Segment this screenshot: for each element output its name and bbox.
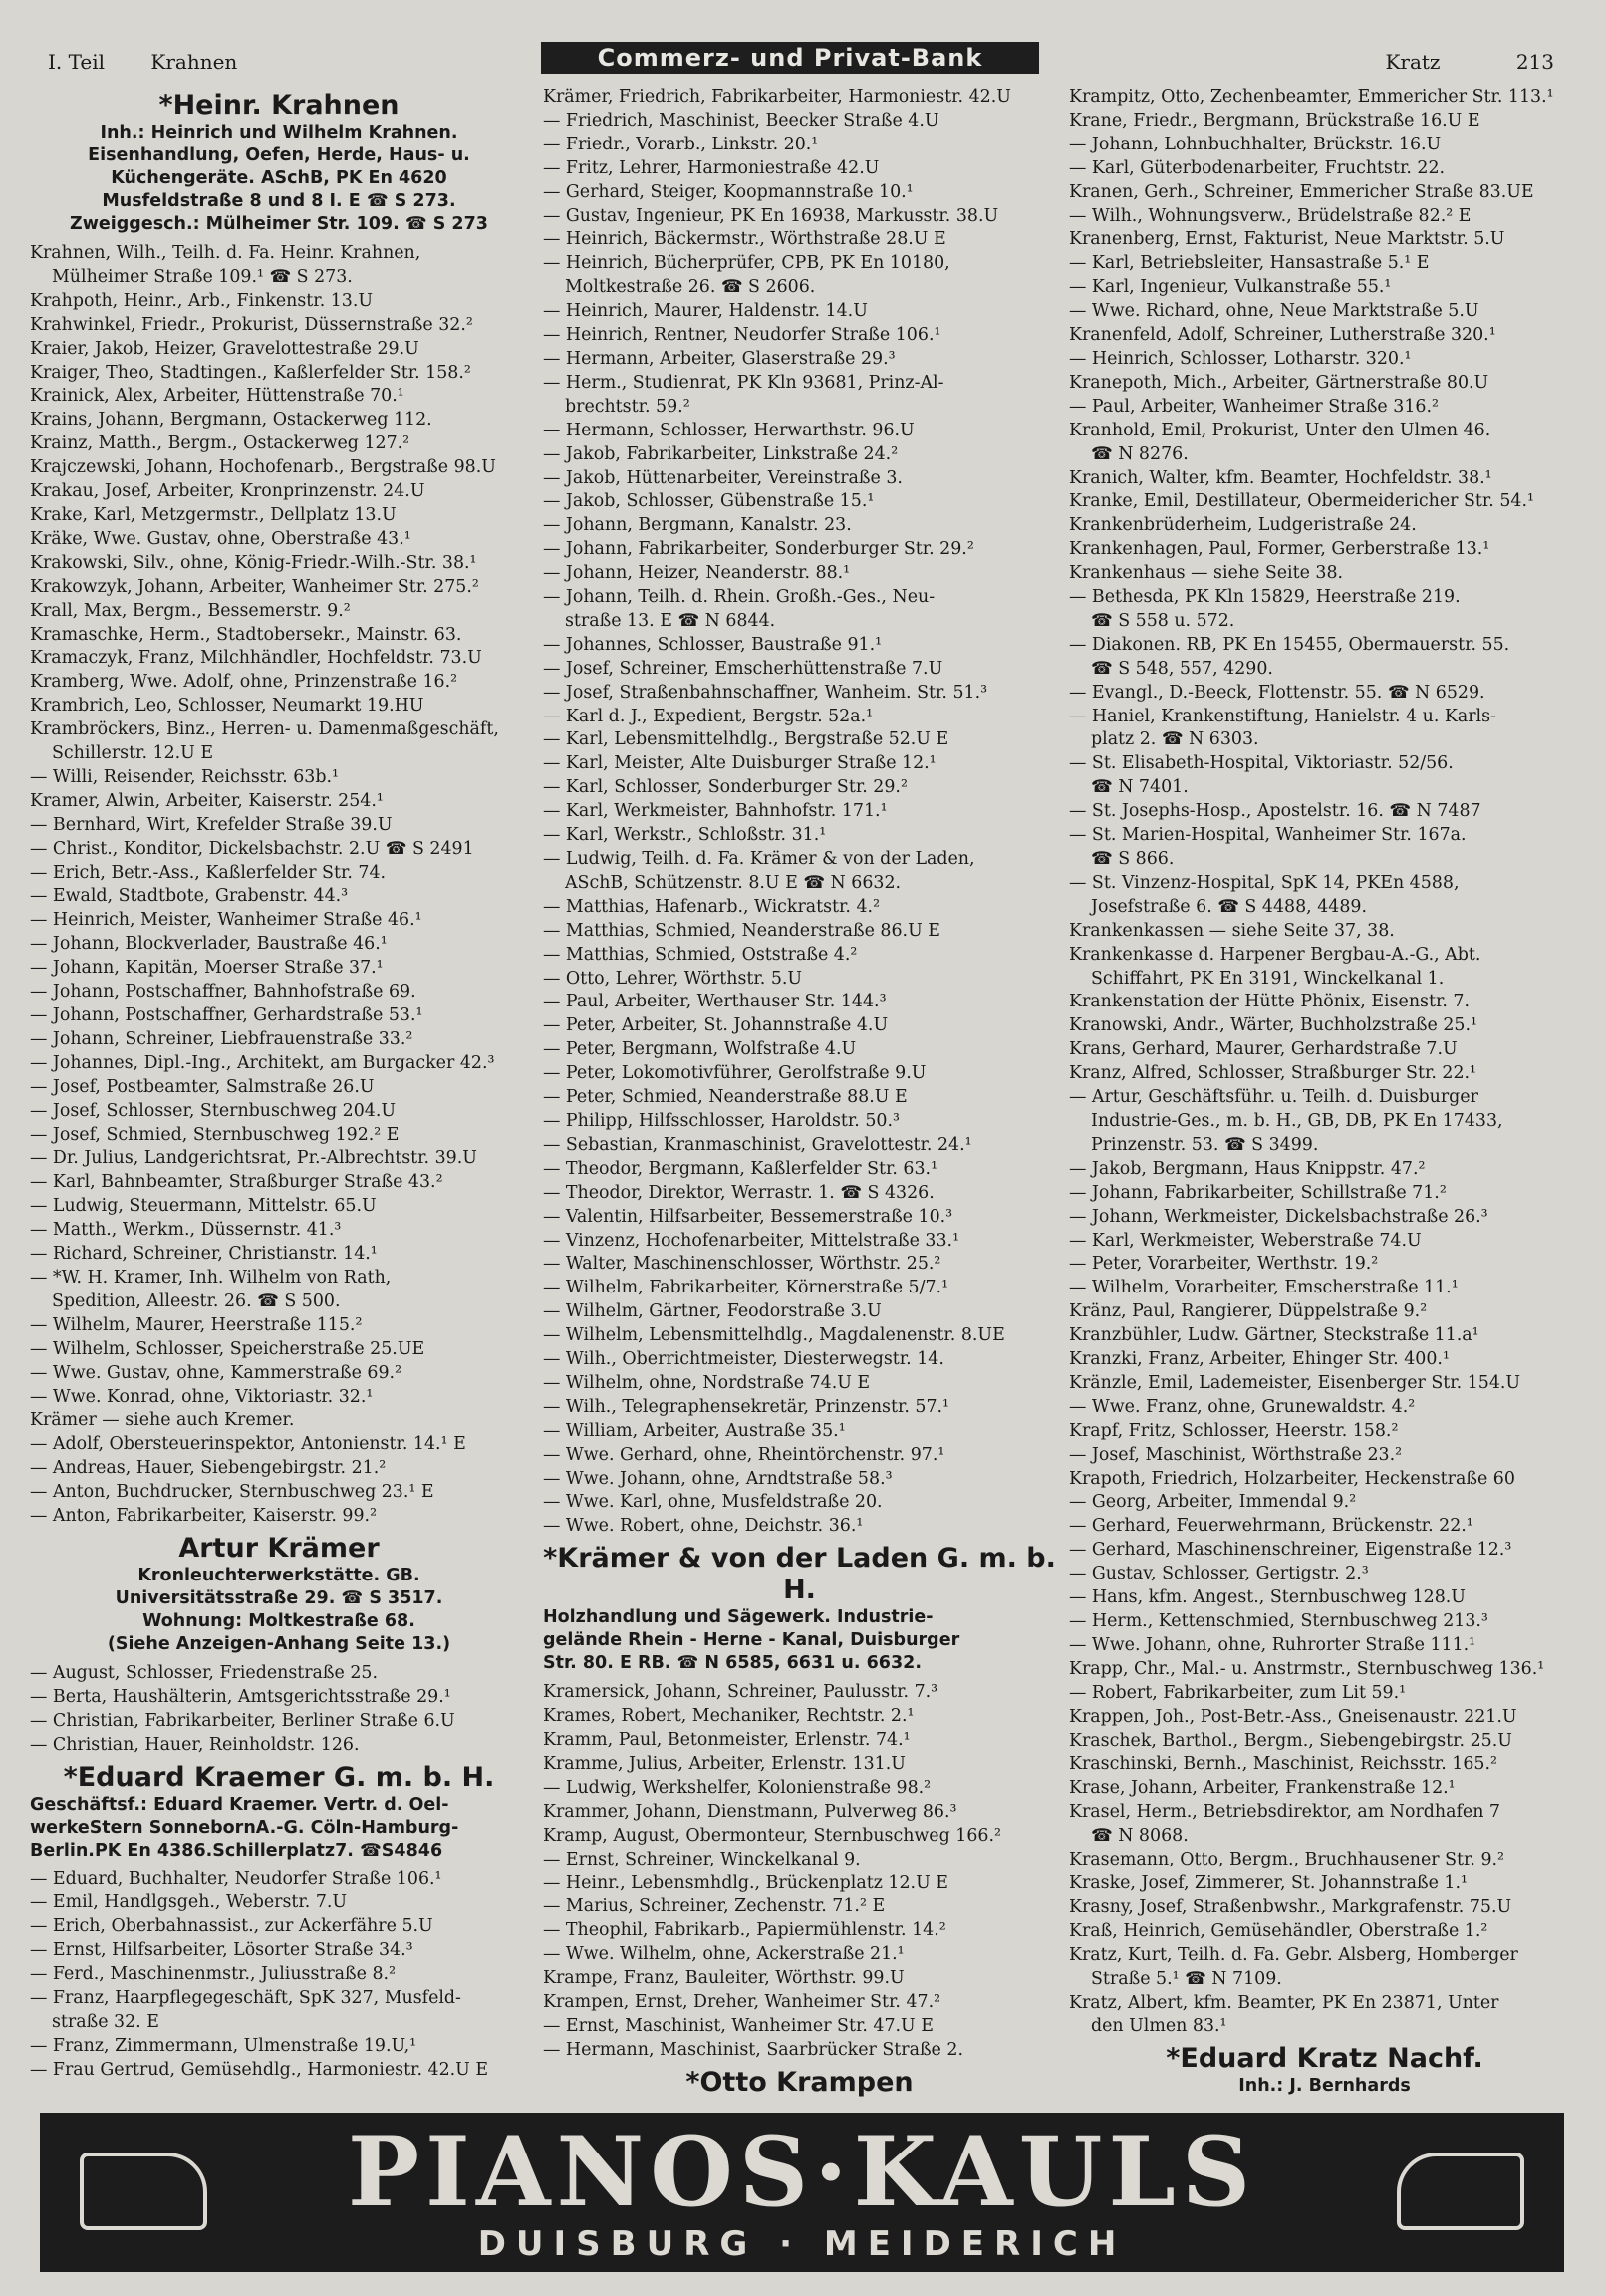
- directory-entry: Kramersick, Johann, Schreiner, Paulusstr. 7.³: [543, 1682, 938, 1703]
- directory-entry: — Valentin, Hilfsarbeiter, Bessemerstraße 10.³: [543, 1206, 953, 1227]
- advertisement-box: [1069, 2039, 1580, 2099]
- directory-entry: — Karl, Güterbodenarbeiter, Fruchtstr. 22.: [1069, 157, 1446, 178]
- directory-entry: — Matthias, Schmied, Neanderstraße 86.U E: [543, 920, 940, 941]
- directory-entry: — August, Schlosser, Friedenstraße 25.: [30, 1662, 379, 1683]
- directory-entry: — Dr. Julius, Landgerichtsrat, Pr.-Albrechtstr. 39.U: [30, 1148, 477, 1169]
- directory-entry: Krakowzyk, Johann, Arbeiter, Wanheimer Str. 275.²: [30, 576, 479, 597]
- directory-entry: — Karl, Lebensmittelhdlg., Bergstraße 52.U E: [543, 729, 949, 750]
- directory-entry: — Wwe. Gustav, ohne, Kammerstraße 69.²: [30, 1362, 402, 1383]
- directory-entry: — Christ., Konditor, Dickelsbachstr. 2.U ☎ S 2491: [30, 838, 474, 859]
- directory-entry: — Paul, Arbeiter, Wanheimer Straße 316.²: [1069, 396, 1439, 417]
- directory-entry: — Fritz, Lehrer, Harmoniestraße 42.U: [543, 157, 880, 178]
- directory-entry: — Wilh., Oberrichtmeister, Diesterwegstr. 14.: [543, 1349, 944, 1370]
- directory-entry: Kranhold, Emil, Prokurist, Unter den Ulmen 46.: [1069, 420, 1491, 440]
- company-name: *Otto Krampen: [685, 2066, 914, 2098]
- directory-entry: — Peter, Bergmann, Wolfstraße 4.U: [543, 1039, 857, 1060]
- directory-entry: Kraiger, Theo, Stadtingen., Kaßlerfelder Str. 158.²: [30, 362, 471, 383]
- directory-entry: — Karl, Schlosser, Sonderburger Str. 29.²: [543, 777, 908, 798]
- directory-entry: — Heinrich, Meister, Wanheimer Straße 46.¹: [30, 910, 422, 931]
- directory-entry: Krankenbrüderheim, Ludgeristraße 24.: [1069, 515, 1417, 536]
- directory-entry: Kranz, Alfred, Schlosser, Straßburger Str. 22.¹: [1069, 1063, 1477, 1084]
- company-detail-line: Inh.: J. Bernhards: [1238, 2076, 1411, 2097]
- directory-entry: Kräke, Wwe. Gustav, ohne, Oberstraße 43.¹: [30, 528, 411, 549]
- directory-entry: — Johann, Fabrikarbeiter, Schillstraße 71.²: [1069, 1182, 1447, 1203]
- directory-entry: Krampitz, Otto, Zechenbeamter, Emmericher Str. 113.¹: [1069, 87, 1554, 107]
- directory-entry: — Marius, Schreiner, Zechenstr. 71.² E: [543, 1896, 886, 1917]
- directory-entry: — Peter, Arbeiter, St. Johannstraße 4.U: [543, 1015, 889, 1036]
- directory-entry: — Gustav, Schlosser, Gertigstr. 2.³: [1069, 1564, 1369, 1584]
- directory-entry: — Josef, Maschinist, Wörthstraße 23.²: [1069, 1444, 1403, 1465]
- directory-entry: — Christian, Fabrikarbeiter, Berliner Straße 6.U: [30, 1710, 455, 1731]
- directory-entry: Kramaczyk, Franz, Milchhändler, Hochfeldstr. 73.U: [30, 648, 482, 669]
- directory-entry: Krans, Gerhard, Maurer, Gerhardstraße 7.U: [1069, 1039, 1458, 1060]
- directory-entry-continuation: platz 2. ☎ N 6303.: [1091, 729, 1259, 750]
- company-detail-line: Wohnung: Moltkestraße 68.: [142, 1610, 415, 1631]
- directory-entry: — Wilhelm, ohne, Nordstraße 74.U E: [543, 1372, 871, 1393]
- directory-entry: — Adolf, Obersteuerinspektor, Antonienstr. 14.¹ E: [30, 1434, 466, 1455]
- directory-entry: — Wwe. Wilhelm, ohne, Ackerstraße 21.¹: [543, 1944, 905, 1965]
- directory-entry: — Johann, Postschaffner, Gerhardstraße 53.¹: [30, 1005, 423, 1025]
- directory-entry: — Georg, Arbeiter, Immendal 9.²: [1069, 1492, 1357, 1513]
- directory-entry: Krakowski, Silv., ohne, König-Friedr.-Wilh.-Str. 38.¹: [30, 552, 477, 573]
- directory-entry: — Heinrich, Schlosser, Lotharstr. 320.¹: [1069, 348, 1412, 369]
- company-detail-line: [1069, 2098, 1580, 2099]
- directory-entry: — Johann, Postschaffner, Bahnhofstraße 69.: [30, 982, 416, 1003]
- directory-entry: Krankenstation der Hütte Phönix, Eisenstr. 7.: [1069, 992, 1470, 1012]
- directory-entry: — Josef, Schreiner, Emscherhüttenstraße 7.U: [543, 658, 943, 679]
- directory-entry-continuation: ☎ N 8068.: [1091, 1826, 1189, 1847]
- directory-entry: — Anton, Fabrikarbeiter, Kaiserstr. 99.²: [30, 1506, 378, 1527]
- directory-entry: — Ernst, Schreiner, Winckelkanal 9.: [543, 1849, 861, 1869]
- directory-entry: — William, Arbeiter, Austraße 35.¹: [543, 1420, 846, 1441]
- directory-entry: Kramaschke, Herm., Stadtobersekr., Mainstr. 63.: [30, 624, 462, 645]
- directory-entry: — Heinrich, Bäckermstr., Wörthstraße 28.U E: [543, 229, 946, 250]
- directory-entry: Krämer — siehe auch Kremer.: [30, 1410, 295, 1431]
- directory-entry: — Wilh., Telegraphensekretär, Prinzenstr. 57.¹: [543, 1396, 950, 1417]
- directory-entry: — *W. H. Kramer, Inh. Wilhelm von Rath,: [30, 1267, 392, 1288]
- ad-subtitle: DUISBURG · MEIDERICH: [477, 2224, 1127, 2264]
- directory-entry: — Gerhard, Feuerwehrmann, Brückenstr. 22.¹: [1069, 1516, 1473, 1537]
- directory-entry: Krämer, Friedrich, Fabrikarbeiter, Harmoniestr. 42.U: [543, 87, 1011, 107]
- company-detail-line: Küchengeräte. ASchB, PK En 4620: [111, 168, 447, 188]
- directory-entry: — Willi, Reisender, Reichsstr. 63b.¹: [30, 766, 339, 787]
- directory-entry: — Johann, Bergmann, Kanalstr. 23.: [543, 515, 852, 536]
- directory-entry-continuation: Prinzenstr. 53. ☎ S 3499.: [1091, 1134, 1319, 1155]
- directory-entry: — Heinrich, Bücherprüfer, CPB, PK En 10180,: [543, 253, 950, 274]
- directory-entry: Kraschinski, Bernh., Maschinist, Reichsstr. 165.²: [1069, 1754, 1497, 1775]
- directory-entry: Krahwinkel, Friedr., Prokurist, Düssernstraße 32.²: [30, 314, 473, 335]
- directory-entry: — Friedrich, Maschinist, Beecker Straße 4.U: [543, 110, 939, 131]
- directory-entry: — Johannes, Schlosser, Baustraße 91.¹: [543, 634, 883, 655]
- company-detail-line: Universitätsstraße 29. ☎ S 3517.: [115, 1587, 443, 1608]
- directory-entry-continuation: Straße 5.¹ ☎ N 7109.: [1091, 1968, 1282, 1989]
- directory-entry-continuation: ASchB, Schützenstr. 8.U E ☎ N 6632.: [565, 872, 902, 893]
- directory-entry: Kränzle, Emil, Lademeister, Eisenberger Str. 154.U: [1069, 1372, 1521, 1393]
- directory-entry: — Bethesda, PK Kln 15829, Heerstraße 219.: [1069, 587, 1461, 608]
- directory-entry: Kränz, Paul, Rangierer, Düppelstraße 9.²: [1069, 1301, 1428, 1322]
- directory-entry-continuation: Schiffahrt, PK En 3191, Winckelkanal 1.: [1091, 968, 1445, 989]
- directory-entry: — Gerhard, Steiger, Koopmannstraße 10.¹: [543, 181, 914, 202]
- directory-entry: — Berta, Haushälterin, Amtsgerichtsstraße 29.¹: [30, 1686, 451, 1707]
- directory-entry: — Gustav, Ingenieur, PK En 16938, Markusstr. 38.U: [543, 205, 999, 226]
- directory-entry: — Wilhelm, Maurer, Heerstraße 115.²: [30, 1314, 363, 1335]
- company-name: *Krämer & von der Laden G. m. b. H.: [543, 1543, 1056, 1606]
- company-detail-line: Berlin.PK En 4386.Schillerplatz7. ☎S4846: [30, 1840, 443, 1861]
- directory-entry: Kraschek, Barthol., Bergm., Siebengebirgstr. 25.U: [1069, 1730, 1512, 1751]
- directory-entry: — Wilhelm, Lebensmittelhdlg., Magdalenenstr. 8.UE: [543, 1325, 1005, 1346]
- directory-entry: — Karl, Ingenieur, Vulkanstraße 55.¹: [1069, 277, 1392, 298]
- directory-entry: — Ewald, Stadtbote, Grabenstr. 44.³: [30, 886, 349, 907]
- directory-entry-continuation: ☎ N 8276.: [1091, 443, 1189, 464]
- directory-entry: — Wilhelm, Fabrikarbeiter, Körnerstraße 5/7.¹: [543, 1278, 949, 1298]
- directory-entry: Krankenhagen, Paul, Former, Gerberstraße 13.¹: [1069, 539, 1490, 560]
- directory-entry: Krainz, Matth., Bergm., Ostackerweg 127.²: [30, 433, 410, 454]
- ad-title: PIANOS·KAULS: [347, 2116, 1257, 2228]
- directory-entry: Kramm, Paul, Betonmeister, Erlenstr. 74.¹: [543, 1730, 911, 1751]
- directory-entry: Kraier, Jakob, Heizer, Gravelottestraße 29.U: [30, 338, 419, 359]
- directory-entry: — Theodor, Bergmann, Kaßlerfelder Str. 63.¹: [543, 1158, 938, 1179]
- directory-entry: — Johannes, Dipl.-Ing., Architekt, am Burgacker 42.³: [30, 1052, 495, 1073]
- directory-entry: — Karl, Bahnbeamter, Straßburger Straße 43.²: [30, 1172, 443, 1193]
- directory-entry: — Gerhard, Maschinenschreiner, Eigenstraße 12.³: [1069, 1540, 1512, 1561]
- directory-entry: — Heinrich, Maurer, Haldenstr. 14.U: [543, 301, 868, 322]
- directory-entry: Kranke, Emil, Destillateur, Obermeidericher Str. 54.¹: [1069, 491, 1534, 512]
- directory-entry: — Theodor, Direktor, Werrastr. 1. ☎ S 4326.: [543, 1182, 935, 1203]
- directory-entry: — Wilhelm, Vorarbeiter, Emscherstraße 11.¹: [1069, 1278, 1459, 1298]
- directory-entry: — Peter, Schmied, Neanderstraße 88.U E: [543, 1087, 908, 1108]
- directory-entry-continuation: Spedition, Alleestr. 26. ☎ S 500.: [52, 1291, 341, 1311]
- directory-entry: Kranowski, Andr., Wärter, Buchholzstraße 25.¹: [1069, 1015, 1477, 1036]
- directory-entry: — Karl d. J., Expedient, Bergstr. 52a.¹: [543, 706, 874, 726]
- directory-entry: Krapf, Fritz, Schlosser, Heerstr. 158.²: [1069, 1420, 1399, 1441]
- directory-entry: — Hermann, Maschinist, Saarbrücker Straße 2.: [543, 2039, 963, 2060]
- directory-entry-continuation: Mülheimer Straße 109.¹ ☎ S 273.: [52, 266, 353, 287]
- directory-entry: — Otto, Lehrer, Wörthstr. 5.U: [543, 968, 803, 989]
- directory-entry: — Evangl., D.-Beeck, Flottenstr. 55. ☎ N 6529.: [1069, 682, 1485, 703]
- directory-entry: — Friedr., Vorarb., Linkstr. 20.¹: [543, 134, 819, 154]
- directory-entry: — Hermann, Schlosser, Herwarthstr. 96.U: [543, 420, 915, 440]
- company-detail-line: Geschäftsf.: Eduard Kraemer. Vertr. d. Oel-: [30, 1794, 449, 1815]
- directory-entry: Kraske, Josef, Zimmerer, St. Johannstraße 1.¹: [1069, 1872, 1468, 1893]
- directory-entry: — Andreas, Hauer, Siebengebirgstr. 21.²: [30, 1458, 387, 1479]
- directory-entry: Krake, Karl, Metzgermstr., Dellplatz 13.U: [30, 504, 397, 525]
- running-head-right: Kratz: [1385, 50, 1441, 74]
- directory-entry: — Wwe. Robert, ohne, Deichstr. 36.¹: [543, 1516, 864, 1537]
- directory-entry: Krasny, Josef, Straßenbwshr., Markgrafenstr. 75.U: [1069, 1896, 1512, 1917]
- directory-entry: — Herm., Studienrat, PK Kln 93681, Prinz-Al-: [543, 372, 944, 393]
- directory-entry: — Wwe. Richard, ohne, Neue Marktstraße 5.U: [1069, 301, 1479, 322]
- directory-entry: — Frau Gertrud, Gemüsehdlg., Harmoniestr. 42.U E: [30, 2059, 489, 2080]
- directory-entry: Krapoth, Friedrich, Holzarbeiter, Heckenstraße 60: [1069, 1468, 1515, 1489]
- company-detail-line: gelände Rhein - Herne - Kanal, Duisburger: [543, 1630, 960, 1651]
- company-detail-line: werkeStern SonnebornA.-G. Cöln-Hamburg-: [30, 1817, 459, 1838]
- directory-entry: — Josef, Postbeamter, Salmstraße 26.U: [30, 1076, 375, 1097]
- header-right: [1315, 50, 1554, 74]
- directory-entry: — St. Vinzenz-Hospital, SpK 14, PKEn 4588,: [1069, 872, 1460, 893]
- directory-entry: — Theophil, Fabrikarb., Papiermühlenstr. 14.²: [543, 1920, 946, 1941]
- directory-entry: Krasel, Herm., Betriebsdirektor, am Nordhafen 7: [1069, 1802, 1500, 1823]
- directory-entry: — Ferd., Maschinenmstr., Juliusstraße 8.²: [30, 1964, 397, 1985]
- directory-entry: — Sebastian, Kranmaschinist, Gravelottestr. 24.¹: [543, 1134, 972, 1155]
- directory-entry: — Herm., Kettenschmied, Sternbuschweg 213.³: [1069, 1611, 1488, 1631]
- directory-entry-continuation: Schillerstr. 12.U E: [52, 743, 214, 764]
- directory-entry: Krains, Johann, Bergmann, Ostackerweg 112.: [30, 410, 432, 430]
- directory-entry: Kramberg, Wwe. Adolf, ohne, Prinzenstraße 16.²: [30, 672, 458, 693]
- page-header: [48, 42, 1554, 82]
- directory-entry: Krammer, Johann, Dienstmann, Pulverweg 86.³: [543, 1801, 957, 1822]
- directory-entry: Kratz, Kurt, Teilh. d. Fa. Gebr. Alsberg, Homberger: [1069, 1944, 1518, 1965]
- directory-entry: — Richard, Schreiner, Christianstr. 14.¹: [30, 1244, 378, 1265]
- directory-entry: — Jakob, Schlosser, Gübenstraße 15.¹: [543, 491, 875, 512]
- directory-entry: — Josef, Schlosser, Sternbuschweg 204.U: [30, 1100, 397, 1121]
- directory-entry-continuation: Moltkestraße 26. ☎ S 2606.: [565, 277, 816, 298]
- directory-entry: Kranzbühler, Ludw. Gärtner, Steckstraße 11.a¹: [1069, 1325, 1479, 1346]
- directory-entry: Krambröckers, Binz., Herren- u. Damenmaßgeschäft,: [30, 719, 499, 740]
- directory-entry: — Ernst, Hilfsarbeiter, Lösorter Straße 34.³: [30, 1940, 413, 1961]
- advertisement-box: [30, 1529, 528, 1662]
- directory-entry: — Jakob, Fabrikarbeiter, Linkstraße 24.²: [543, 443, 899, 464]
- directory-entry: — Christian, Hauer, Reinholdstr. 126.: [30, 1734, 360, 1755]
- company-detail-line: Kronleuchterwerkstätte. GB.: [137, 1565, 420, 1585]
- directory-entry: — Matthias, Hafenarb., Wickratstr. 4.²: [543, 896, 881, 917]
- directory-entry-continuation: straße 32. E: [52, 2012, 159, 2032]
- directory-entry: — Johann, Lohnbuchhalter, Brückstr. 16.U: [1069, 134, 1442, 154]
- advertisement-box: [543, 1539, 1056, 1681]
- directory-entry: — Wwe. Karl, ohne, Musfeldstraße 20.: [543, 1492, 883, 1513]
- directory-entry: — Wilh., Wohnungsverw., Brüdelstraße 82.² E: [1069, 205, 1472, 226]
- directory-entry-continuation: straße 13. E ☎ N 6844.: [565, 610, 776, 631]
- directory-entry: — Franz, Zimmermann, Ulmenstraße 19.U,¹: [30, 2035, 417, 2056]
- directory-entry-continuation: brechtstr. 59.²: [565, 396, 690, 417]
- directory-entry: Krainick, Alex, Arbeiter, Hüttenstraße 70.¹: [30, 386, 404, 407]
- directory-entry: — St. Marien-Hospital, Wanheimer Str. 167a.: [1069, 825, 1467, 846]
- directory-entry: — Peter, Lokomotivführer, Gerolfstraße 9.U: [543, 1063, 927, 1084]
- directory-entry: Kratz, Albert, kfm. Beamter, PK En 23871, Unter: [1069, 1992, 1499, 2013]
- bank-banner: Commerz- und Privat-Bank: [541, 42, 1039, 74]
- directory-entry: — Ludwig, Teilh. d. Fa. Krämer & von der Laden,: [543, 849, 975, 869]
- directory-entry: — Johann, Kapitän, Moerser Straße 37.¹: [30, 958, 384, 979]
- directory-entry: Krane, Friedr., Bergmann, Brückstraße 16.U E: [1069, 110, 1480, 131]
- directory-entry: Kranenfeld, Adolf, Schreiner, Lutherstraße 320.¹: [1069, 325, 1496, 346]
- company-detail-line: Inh.: Heinrich und Wilhelm Krahnen.: [100, 123, 458, 143]
- company-name: *Eduard Kratz Nachf.: [1166, 2043, 1483, 2075]
- directory-entry: — Emil, Handlgsgeh., Weberstr. 7.U: [30, 1892, 348, 1913]
- directory-entry: — Wwe. Johann, ohne, Arndtstraße 58.³: [543, 1468, 893, 1489]
- directory-entry: — Johann, Schreiner, Liebfrauenstraße 33.²: [30, 1028, 413, 1049]
- directory-entry: — Heinrich, Rentner, Neudorfer Straße 106.¹: [543, 325, 941, 346]
- directory-entry: Krahpoth, Heinr., Arb., Finkenstr. 13.U: [30, 290, 374, 311]
- directory-entry: — Peter, Vorarbeiter, Werthstr. 19.²: [1069, 1254, 1379, 1275]
- directory-entry: — Wwe. Konrad, ohne, Viktoriastr. 32.¹: [30, 1386, 374, 1407]
- directory-entry: Kramer, Alwin, Arbeiter, Kaiserstr. 254.¹: [30, 790, 384, 811]
- column-3: [1069, 86, 1580, 2099]
- directory-entry: — Diakonen. RB, PK En 15455, Obermauerstr. 55.: [1069, 634, 1510, 655]
- directory-entry: Kramme, Julius, Arbeiter, Erlenstr. 131.U: [543, 1754, 906, 1774]
- directory-entry: — Vinzenz, Hochofenarbeiter, Mittelstraße 33.¹: [543, 1230, 960, 1251]
- directory-entry: Krames, Robert, Mechaniker, Rechtstr. 2.¹: [543, 1706, 915, 1727]
- directory-entry: — Paul, Arbeiter, Werthauser Str. 144.³: [543, 992, 887, 1012]
- directory-entry: — Hermann, Arbeiter, Glaserstraße 29.³: [543, 348, 896, 369]
- directory-entry: — Erich, Betr.-Ass., Kaßlerfelder Str. 74.: [30, 862, 387, 883]
- advertisement-banner: [40, 2113, 1564, 2272]
- column-2: [543, 86, 1056, 2099]
- running-head-left: Krahnen: [150, 50, 238, 74]
- directory-entry: Krankenkasse d. Harpener Bergbau-A.-G., Abt.: [1069, 944, 1481, 965]
- directory-entry: — Artur, Geschäftsführ. u. Teilh. d. Duisburger: [1069, 1087, 1478, 1108]
- company-detail-line: (Siehe Anzeigen-Anhang Seite 13.): [107, 1633, 451, 1654]
- directory-entry: — Johann, Teilh. d. Rhein. Großh.-Ges., Neu-: [543, 587, 936, 608]
- directory-entry: Krampe, Franz, Bauleiter, Wörthstr. 99.U: [543, 1968, 905, 1989]
- directory-entry: Krase, Johann, Arbeiter, Frankenstraße 12.¹: [1069, 1778, 1456, 1799]
- directory-entry: Kranich, Walter, kfm. Beamter, Hochfeldstr. 38.¹: [1069, 467, 1492, 488]
- directory-entry: Krankenhaus — siehe Seite 38.: [1069, 563, 1344, 584]
- directory-entry: — Anton, Buchdrucker, Sternbuschweg 23.¹ E: [30, 1482, 434, 1503]
- directory-entry: — Johann, Fabrikarbeiter, Sonderburger Str. 29.²: [543, 539, 974, 560]
- advertisement-box: [543, 2063, 1056, 2099]
- directory-entry: — Bernhard, Wirt, Krefelder Straße 39.U: [30, 814, 393, 835]
- directory-entry: Krakau, Josef, Arbeiter, Kronprinzenstr. 24.U: [30, 481, 425, 502]
- directory-entry: — Karl, Werkstr., Schloßstr. 31.¹: [543, 825, 827, 846]
- directory-entry: — Hans, kfm. Angest., Sternbuschweg 128.U: [1069, 1587, 1466, 1608]
- directory-entry: Krajczewski, Johann, Hochofenarb., Bergstraße 98.U: [30, 457, 496, 478]
- header-left: [48, 50, 277, 74]
- directory-entry: — Franz, Haarpflegegeschäft, SpK 327, Musfeld-: [30, 1988, 461, 2009]
- directory-entry: Krapp, Chr., Mal.- u. Anstrmstr., Sternbuschweg 136.¹: [1069, 1658, 1545, 1679]
- column-1: [30, 86, 528, 2099]
- directory-entry: — Johann, Heizer, Neanderstr. 88.¹: [543, 563, 851, 584]
- company-detail-line: Holzhandlung und Sägewerk. Industrie-: [543, 1607, 934, 1628]
- directory-entry-continuation: ☎ S 558 u. 572.: [1091, 610, 1235, 631]
- page-number: 213: [1515, 50, 1554, 74]
- directory-entry: — Josef, Schmied, Sternbuschweg 192.² E: [30, 1124, 400, 1145]
- directory-entry: Kranen, Gerh., Schreiner, Emmericher Straße 83.UE: [1069, 181, 1534, 202]
- directory-entry: — Wilhelm, Schlosser, Speicherstraße 25.UE: [30, 1338, 425, 1359]
- advertisement-box: [30, 1758, 528, 1868]
- directory-entry: Kranepoth, Mich., Arbeiter, Gärtnerstraße 80.U: [1069, 372, 1489, 393]
- directory-entry: — Jakob, Bergmann, Haus Knippstr. 47.²: [1069, 1158, 1426, 1179]
- directory-entry: — Johann, Blockverlader, Baustraße 46.¹: [30, 934, 388, 955]
- directory-entry: — Ludwig, Steuermann, Mittelstr. 65.U: [30, 1196, 377, 1217]
- directory-entry: Krampen, Ernst, Dreher, Wanheimer Str. 47.²: [543, 1992, 941, 2013]
- directory-entry: Kranzki, Franz, Arbeiter, Ehinger Str. 400.¹: [1069, 1349, 1450, 1370]
- company-name: *Eduard Kraemer G. m. b. H.: [63, 1761, 495, 1793]
- directory-entry: — Ernst, Maschinist, Wanheimer Str. 47.U E: [543, 2015, 934, 2036]
- directory-entry: Krall, Max, Bergm., Bessemerstr. 9.²: [30, 600, 351, 621]
- directory-entry: Kramp, August, Obermonteur, Sternbuschweg 166.²: [543, 1825, 1001, 1846]
- directory-entry: — Haniel, Krankenstiftung, Hanielstr. 4 u. Karls-: [1069, 706, 1496, 726]
- directory-entry: — St. Josephs-Hosp., Apostelstr. 16. ☎ N 7487: [1069, 801, 1481, 822]
- directory-entry: — Wwe. Franz, ohne, Grunewaldstr. 4.²: [1069, 1396, 1416, 1417]
- directory-entry: — Ludwig, Werkshelfer, Kolonienstraße 98.²: [543, 1777, 932, 1798]
- directory-entry: — Josef, Straßenbahnschaffner, Wanheim. Str. 51.³: [543, 682, 988, 703]
- directory-entry: Krambrich, Leo, Schlosser, Neumarkt 19.HU: [30, 696, 424, 717]
- directory-entry: Krahnen, Wilh., Teilh. d. Fa. Heinr. Krahnen,: [30, 243, 421, 263]
- company-detail-line: Zweiggesch.: Mülheimer Str. 109. ☎ S 273: [70, 214, 488, 234]
- directory-entry: — Karl, Werkmeister, Weberstraße 74.U: [1069, 1230, 1422, 1251]
- directory-entry: Kranenberg, Ernst, Fakturist, Neue Marktstr. 5.U: [1069, 229, 1505, 250]
- directory-entry-continuation: den Ulmen 83.¹: [1091, 2016, 1227, 2037]
- directory-entry: — Erich, Oberbahnassist., zur Ackerfähre 5.U: [30, 1916, 433, 1937]
- directory-entry: Krasemann, Otto, Bergm., Bruchhausener Str. 9.²: [1069, 1850, 1505, 1870]
- directory-entry: — Wwe. Johann, ohne, Ruhrorter Straße 111.¹: [1069, 1634, 1476, 1655]
- directory-columns: [30, 86, 1580, 2099]
- company-name: *Heinr. Krahnen: [158, 90, 400, 121]
- directory-entry: — Karl, Meister, Alte Duisburger Straße 12.¹: [543, 753, 937, 774]
- directory-entry-continuation: ☎ S 548, 557, 4290.: [1091, 658, 1273, 679]
- directory-entry-continuation: Josefstraße 6. ☎ S 4488, 4489.: [1091, 896, 1367, 917]
- directory-entry: Krankenkassen — siehe Seite 37, 38.: [1069, 920, 1395, 941]
- directory-entry: — Wwe. Gerhard, ohne, Rheintörchenstr. 97.¹: [543, 1444, 945, 1465]
- company-detail-line: Musfeldstraße 8 und 8 I. E ☎ S 273.: [102, 191, 456, 211]
- directory-entry: — Karl, Betriebsleiter, Hansastraße 5.¹ E: [1069, 253, 1430, 274]
- directory-entry: — Walter, Maschinenschlosser, Wörthstr. 25.²: [543, 1254, 941, 1275]
- company-detail-line: Eisenhandlung, Oefen, Herde, Haus- u.: [88, 145, 470, 165]
- directory-entry: — Johann, Werkmeister, Dickelsbachstraße 26.³: [1069, 1206, 1488, 1227]
- directory-entry: — Robert, Fabrikarbeiter, zum Lit 59.¹: [1069, 1682, 1407, 1703]
- directory-entry: — Philipp, Hilfsschlosser, Haroldstr. 50.³: [543, 1110, 900, 1131]
- directory-entry: — Karl, Werkmeister, Bahnhofstr. 171.¹: [543, 801, 888, 822]
- directory-entry: — Heinr., Lebensmhdlg., Brückenplatz 12.U E: [543, 1872, 948, 1893]
- company-detail-line: Str. 80. E RB. ☎ N 6585, 6631 u. 6632.: [543, 1653, 922, 1674]
- directory-entry: — Matth., Werkm., Düssernstr. 41.³: [30, 1220, 342, 1241]
- directory-entry: — Eduard, Buchhalter, Neudorfer Straße 106.¹: [30, 1868, 442, 1889]
- company-name: Artur Krämer: [178, 1532, 380, 1564]
- directory-entry: — Matthias, Schmied, Oststraße 4.²: [543, 944, 858, 965]
- directory-entry: Krappen, Joh., Post-Betr.-Ass., Gneisenaustr. 221.U: [1069, 1706, 1517, 1727]
- advertisement-box: [30, 86, 528, 242]
- directory-entry-continuation: Industrie-Ges., m. b. H., GB, DB, PK En 17433,: [1091, 1110, 1503, 1131]
- directory-entry: — Jakob, Hüttenarbeiter, Vereinstraße 3.: [543, 467, 903, 488]
- directory-entry-continuation: ☎ N 7401.: [1091, 777, 1189, 798]
- directory-entry: — St. Elisabeth-Hospital, Viktoriastr. 52/56.: [1069, 753, 1454, 774]
- section-label: I. Teil: [48, 50, 106, 74]
- directory-entry: Kraß, Heinrich, Gemüsehändler, Oberstraße 1.²: [1069, 1920, 1488, 1941]
- directory-entry: — Wilhelm, Gärtner, Feodorstraße 3.U: [543, 1301, 882, 1322]
- directory-entry-continuation: ☎ S 866.: [1091, 849, 1175, 869]
